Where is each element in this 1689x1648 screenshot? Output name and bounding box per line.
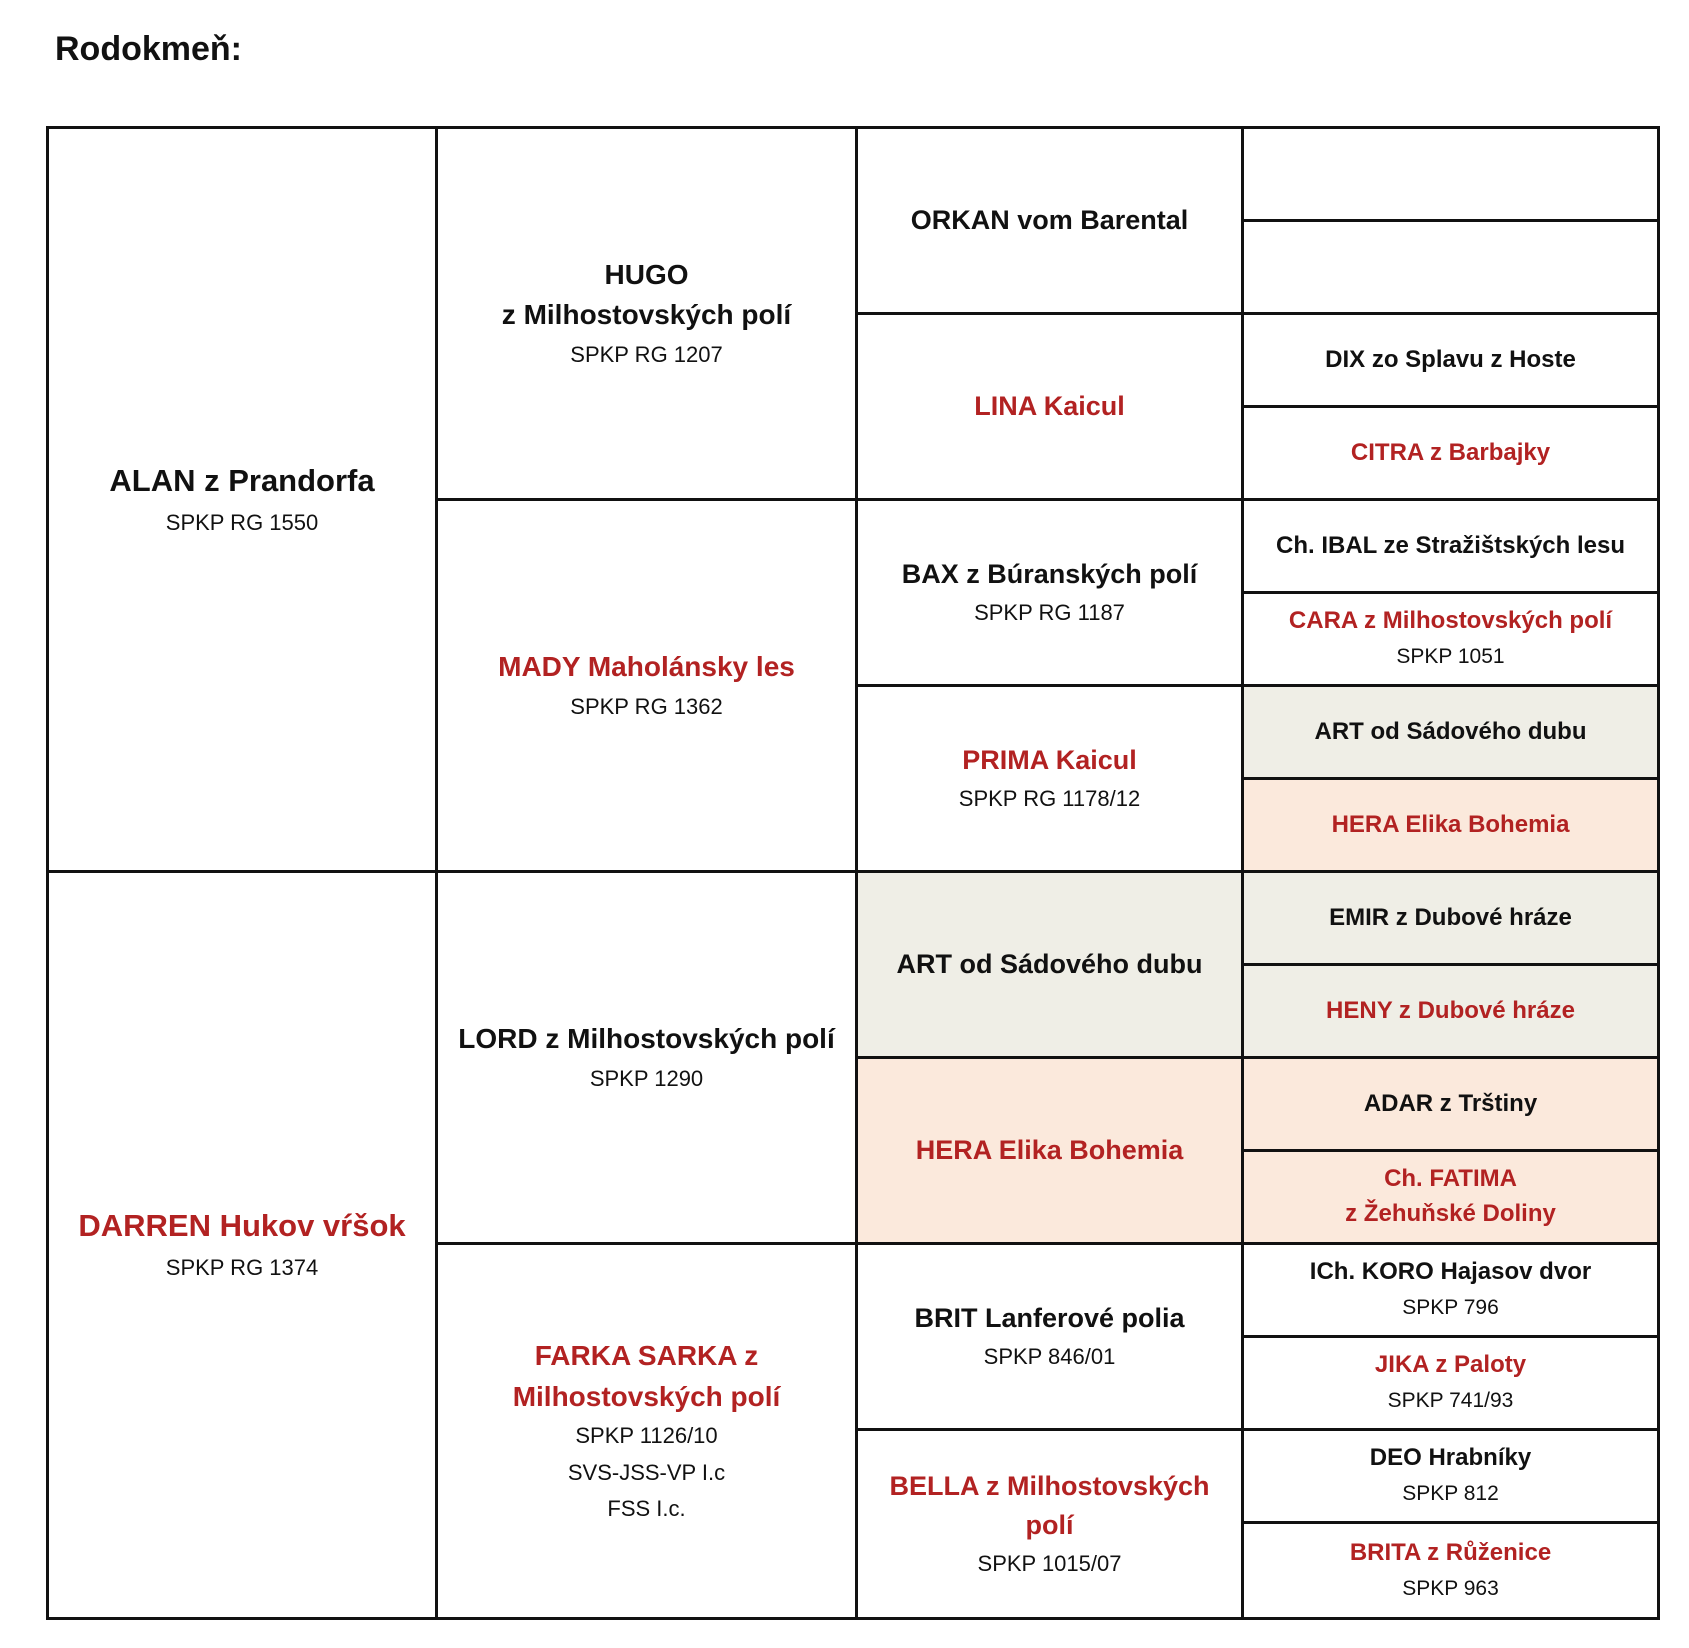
dog-name: LINA Kaicul [974,390,1125,421]
registration-info: SPKP RG 1374 [165,1255,319,1281]
dog-name: ICh. KORO Hajasov dvor [1309,1258,1592,1286]
registration-info: SPKP RG 1187 [974,600,1125,626]
pedigree-cell-brit [858,1245,1244,1431]
registration-info: SPKP 963 [1402,1576,1499,1600]
pedigree-cell-bax [858,501,1244,687]
dog-name: MADY Maholánsky les [498,651,795,683]
dog-name: BRITA z Růženice [1349,1538,1552,1566]
registration-info: SPKP 846/01 [983,1344,1116,1370]
pedigree-cell-art3 [858,873,1244,1059]
pedigree-cell-fatima [1244,1152,1657,1245]
registration-info: SPKP RG 1362 [570,693,723,719]
dog-name: CITRA z Barbajky [1350,438,1551,466]
pedigree-cell-deo [1244,1431,1657,1524]
pedigree-cell-orkan [858,129,1244,315]
pedigree-cell-g4-1 [1244,129,1657,222]
pedigree-cell-prima [858,687,1244,873]
pedigree-cell-hera4 [1244,780,1657,873]
dog-name: z Žehuňské Doliny [1345,1200,1556,1227]
dog-name: PRIMA Kaicul [962,744,1137,775]
dog-name: DEO Hrabníky [1369,1444,1532,1472]
pedigree-cell-koro [1244,1245,1657,1338]
dog-name: BAX z Búranských polí [901,558,1198,589]
dog-name: BRIT Lanferové polia [914,1302,1185,1333]
page-title: Rodokmeň: [55,30,242,68]
registration-info: SPKP 1290 [589,1065,704,1091]
registration-info: SPKP 812 [1402,1482,1499,1506]
pedigree-cell-heny [1244,966,1657,1059]
pedigree-cell-adar [1244,1059,1657,1152]
pedigree-cell-citra [1244,408,1657,501]
dog-name: HERA Elika Bohemia [915,1134,1184,1165]
dog-name: EMIR z Dubové hráze [1329,903,1572,931]
registration-info: SPKP RG 1550 [165,509,319,535]
pedigree-cell-ibal [1244,501,1657,594]
dog-name: JIKA z Paloty [1374,1351,1527,1379]
pedigree-cell-cara [1244,594,1657,687]
pedigree-cell-lord [438,873,858,1245]
pedigree-cell-darren [49,873,438,1617]
dog-name: LORD z Milhostovských polí [458,1023,835,1055]
pedigree-cell-hugo [438,129,858,501]
dog-name: HUGO [604,258,689,290]
dog-name: CARA z Milhostovských polí [1288,607,1613,635]
dog-name: DARREN Hukov vŕšok [78,1208,406,1244]
registration-info: FSS I.c. [607,1495,686,1521]
pedigree-cell-emir [1244,873,1657,966]
dog-name: HERA Elika Bohemia [1331,810,1570,838]
pedigree-cell-hera3 [858,1059,1244,1245]
dog-name: ADAR z Trštiny [1363,1089,1538,1117]
dog-name: z Milhostovských polí [501,299,792,331]
pedigree-cell-art4 [1244,687,1657,780]
registration-info: SPKP RG 1178/12 [958,786,1141,812]
pedigree-cell-brita [1244,1524,1657,1617]
pedigree-cell-dix [1244,315,1657,408]
dog-name: ORKAN vom Barental [910,204,1189,235]
registration-info: SVS-JSS-VP I.c [567,1459,726,1485]
dog-name: Milhostovských polí [512,1380,781,1412]
dog-name: ALAN z Prandorfa [109,462,375,498]
dog-name: DIX zo Splavu z Hoste [1325,345,1576,373]
pedigree-cell-alan [49,129,438,873]
pedigree-cell-farka [438,1245,858,1617]
dog-name: FARKA SARKA z [534,1340,759,1372]
pedigree-cell-jika [1244,1338,1657,1431]
pedigree-cell-lina [858,315,1244,501]
dog-name: ART od Sádového dubu [1314,717,1587,745]
registration-info: SPKP 1051 [1396,645,1505,669]
dog-name: BELLA z Milhostovských polí [889,1470,1210,1540]
registration-info: SPKP RG 1207 [570,342,723,368]
registration-info: SPKP 796 [1402,1296,1499,1320]
dog-name: HENY z Dubové hráze [1326,996,1575,1024]
dog-name: Ch. IBAL ze Stražištských lesu [1275,531,1625,559]
registration-info: SPKP 1015/07 [977,1551,1122,1577]
dog-name: Ch. FATIMA [1384,1165,1517,1193]
registration-info: SPKP 1126/10 [575,1423,718,1449]
dog-name: ART od Sádového dubu [896,948,1203,979]
pedigree-table [46,126,1660,1620]
pedigree-cell-g4-2 [1244,222,1657,315]
pedigree-cell-mady [438,501,858,873]
registration-info: SPKP 741/93 [1387,1389,1514,1413]
pedigree-cell-bella [858,1431,1244,1617]
